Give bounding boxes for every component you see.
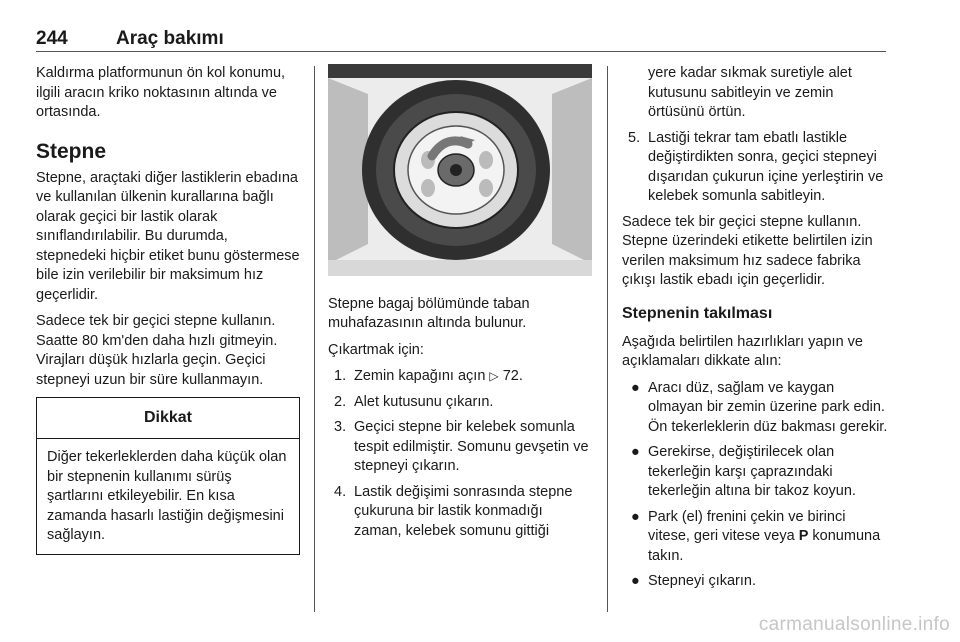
list-item xyxy=(622,572,888,592)
caution-box xyxy=(36,397,300,555)
intro-paragraph: Kaldırma platformunun ön kol konumu, ilgili aracın kriko noktasının altında ve ortasında. xyxy=(36,65,286,120)
subsection-title: Stepnenin takılması xyxy=(622,304,773,322)
page-header xyxy=(36,28,886,50)
page-reference-icon: ▷ xyxy=(489,369,499,383)
caution-title: Dikkat xyxy=(37,398,299,439)
prep-intro: Aşağıda belirtilen hazırlıkları yapın ve açıklamaları dikkate alın: xyxy=(622,333,863,369)
column-divider xyxy=(607,66,608,612)
step-number: 2. xyxy=(334,393,347,410)
list-item xyxy=(622,443,888,502)
bullet-icon: ● xyxy=(631,379,640,396)
step-number: 3. xyxy=(334,419,347,435)
step-text: Geçici stepne bir kelebek somunla tespit edilmiştir. Somunu gevşetin ve stepneyi çıkarın. xyxy=(354,419,589,474)
spare-wheel-illustration xyxy=(328,64,592,276)
list-item xyxy=(622,129,888,207)
body-paragraph: Sadece tek bir geçici stepne kullanın. Stepne üzerindeki etikette belirtilen izin verilen maksimum hız sadece fabrika çıkışı lastik ebadı için geçerlidir. xyxy=(622,213,873,288)
bullet-icon: ● xyxy=(631,508,640,525)
page-reference[interactable]: 72. xyxy=(502,368,523,384)
gear-position-label: P xyxy=(798,528,809,544)
step-text: Lastik değişimi sonrasında stepne çukuruna bir lastik konmadığı zaman, kelebek somunu gittiği xyxy=(354,483,573,539)
page-title: Araç bakımı xyxy=(116,28,224,49)
figure-caption: Stepne bagaj bölümünde taban muhafazasının altında bulunur. xyxy=(328,295,530,331)
bullet-icon: ● xyxy=(631,444,640,460)
bullet-text: Park (el) frenini çekin ve birinci vitese, geri vitese veya xyxy=(648,508,846,544)
bullet-text: Stepneyi çıkarın. xyxy=(648,573,756,589)
step-continuation: yere kadar sıkmak suretiyle alet kutusunu sabitleyin ve zemin örtüsünü örtün. xyxy=(648,65,852,120)
removal-steps-continued xyxy=(622,129,888,207)
bullet-text: Aracı düz, sağlam ve kaygan olmayan bir zemin üzerine park edin. Ön tekerleklerin düz bakması gerekir. xyxy=(648,379,888,435)
removal-steps xyxy=(328,367,592,541)
step-text: Zemin kapağını açın xyxy=(354,368,486,384)
list-item xyxy=(328,367,592,387)
list-item xyxy=(622,379,888,438)
step-number: 1. xyxy=(334,368,347,384)
body-paragraph: Stepne, araçtaki diğer lastiklerin ebadına ve kullanılan ülkenin kurallarına bağlı olarak geçici bir lastik olarak sınıflandırılabilir. Bu durumda, stepnedeki hiçbir etiket bunu göstermese bile izin verilebilir bir maksimum hız geçerlidir. xyxy=(36,169,300,303)
page-number: 244 xyxy=(36,28,68,49)
column-middle xyxy=(328,64,592,547)
step-number: 5. xyxy=(628,129,641,146)
bullet-text: konumuna takın. xyxy=(648,528,881,564)
body-paragraph: Sadece tek bir geçici stepne kullanın. Saatte 80 km'den daha hızlı gitmeyin. Virajları düşük hızlarla geçin. Geçici stepneyi uzun bir süre kullanmayın. xyxy=(36,313,278,388)
bullet-icon: ● xyxy=(631,573,640,589)
list-item xyxy=(328,418,592,477)
step-text: Alet kutusunu çıkarın. xyxy=(354,393,494,410)
list-item xyxy=(328,393,592,413)
caution-text: Diğer tekerleklerden daha küçük olan bir stepnenin kullanımı sürüş şartlarını etkileyebilir. En kısa zamanda hasarlı lastiğin değişmesini sağlayın. xyxy=(47,449,287,543)
step-number: 4. xyxy=(334,483,347,500)
bullet-text: Gerekirse, değiştirilecek olan tekerleğin karşı çaprazındaki tekerleğin altına bir takoz koyun. xyxy=(648,444,856,499)
step-text: Lastiği tekrar tam ebatlı lastikle değiştirdikten sonra, geçici stepneyi dışarıdan çukurun içine yerleştirin ve kelebek somunla sabitleyin. xyxy=(648,129,884,204)
section-title: Stepne xyxy=(36,139,107,163)
list-item xyxy=(328,483,592,542)
header-divider xyxy=(36,51,886,52)
removal-intro: Çıkartmak için: xyxy=(328,341,424,358)
column-divider xyxy=(314,66,315,612)
preparation-list xyxy=(622,379,888,592)
column-right xyxy=(622,64,888,598)
watermark: carmanualsonline.info xyxy=(758,614,950,635)
column-left xyxy=(36,64,300,555)
list-item xyxy=(622,508,888,567)
